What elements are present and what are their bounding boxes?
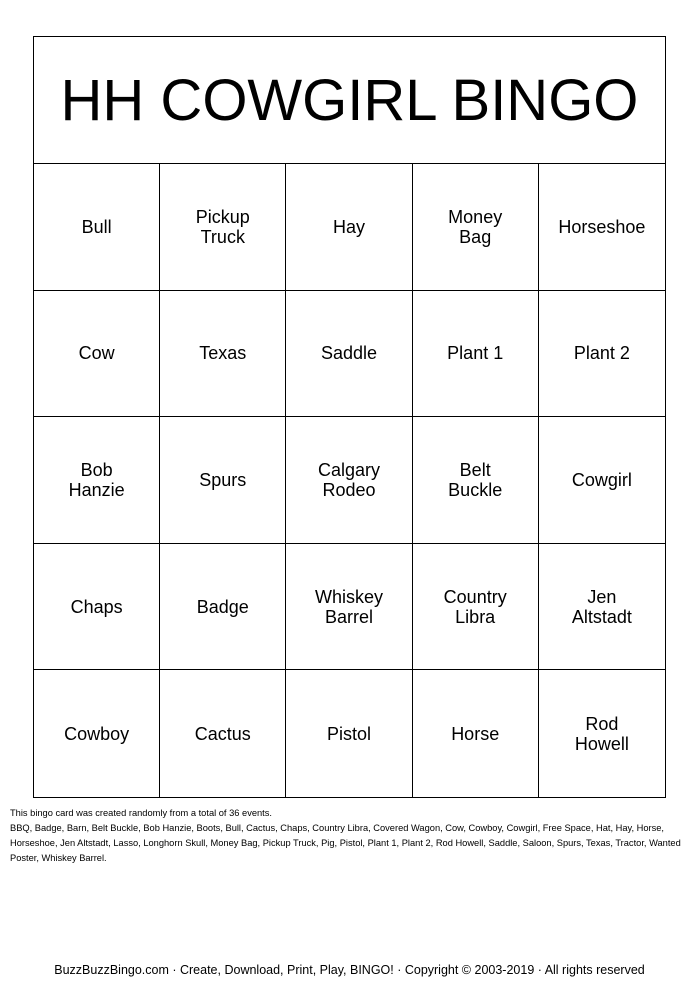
bingo-cell: Plant 2 xyxy=(539,291,665,418)
bingo-cell: Horse xyxy=(413,670,539,797)
bingo-cell: Belt Buckle xyxy=(413,417,539,544)
bingo-cell: Horseshoe xyxy=(539,164,665,291)
card-title: HH COWGIRL BINGO xyxy=(34,37,665,164)
bingo-cell: Jen Altstadt xyxy=(539,544,665,671)
bingo-cell: Rod Howell xyxy=(574,713,629,754)
bingo-cell: Whiskey Barrel xyxy=(286,544,412,671)
bingo-cell: Cow xyxy=(34,291,160,418)
bingo-cell: Spurs xyxy=(160,417,286,544)
bingo-cell: Hay xyxy=(286,164,412,291)
bingo-cell: Calgary Rodeo xyxy=(286,417,412,544)
bingo-cell: Plant 1 xyxy=(413,291,539,418)
bingo-cell: Money Bag xyxy=(413,164,539,291)
bingo-cell: Country Libra xyxy=(413,544,539,671)
card-info xyxy=(10,806,690,866)
bingo-cell: Bull xyxy=(34,164,160,291)
bingo-cell: Pistol xyxy=(286,670,412,797)
events-summary: This bingo card was created randomly from a total of 36 events. xyxy=(10,808,272,818)
footer: BuzzBuzzBingo.com · Create, Download, Print, Play, BINGO! · Copyright © 2003-2019 · All rights reserved xyxy=(54,963,645,977)
bingo-cell: Chaps xyxy=(34,544,160,671)
bingo-cell: Texas xyxy=(160,291,286,418)
bingo-cell: Saddle xyxy=(286,291,412,418)
bingo-cell: Pickup Truck xyxy=(160,164,286,291)
bingo-card xyxy=(33,36,666,798)
bingo-grid xyxy=(34,164,665,797)
bingo-cell: Cowgirl xyxy=(539,417,665,544)
bingo-cell: Badge xyxy=(160,544,286,671)
bingo-cell: Cactus xyxy=(160,670,286,797)
events-list: BBQ, Badge, Barn, Belt Buckle, Bob Hanzie, Boots, Bull, Cactus, Chaps, Country Libra, Covered Wagon, Cow, Cowboy, Cowgirl, Free Space, Hat, Hay, Horse, Horseshoe, Jen Altstadt, Lasso, Longhorn Skull, Money Bag, Pickup Truck, Pig, Pistol, Plant 1, Plant 2, Rod Howell, Saddle, Saloon, Spurs, Texas, Tractor, Wanted Poster, Whiskey Barrel. xyxy=(10,823,681,863)
bingo-cell: Cowboy xyxy=(34,670,160,797)
bingo-cell: Bob Hanzie xyxy=(34,417,160,544)
